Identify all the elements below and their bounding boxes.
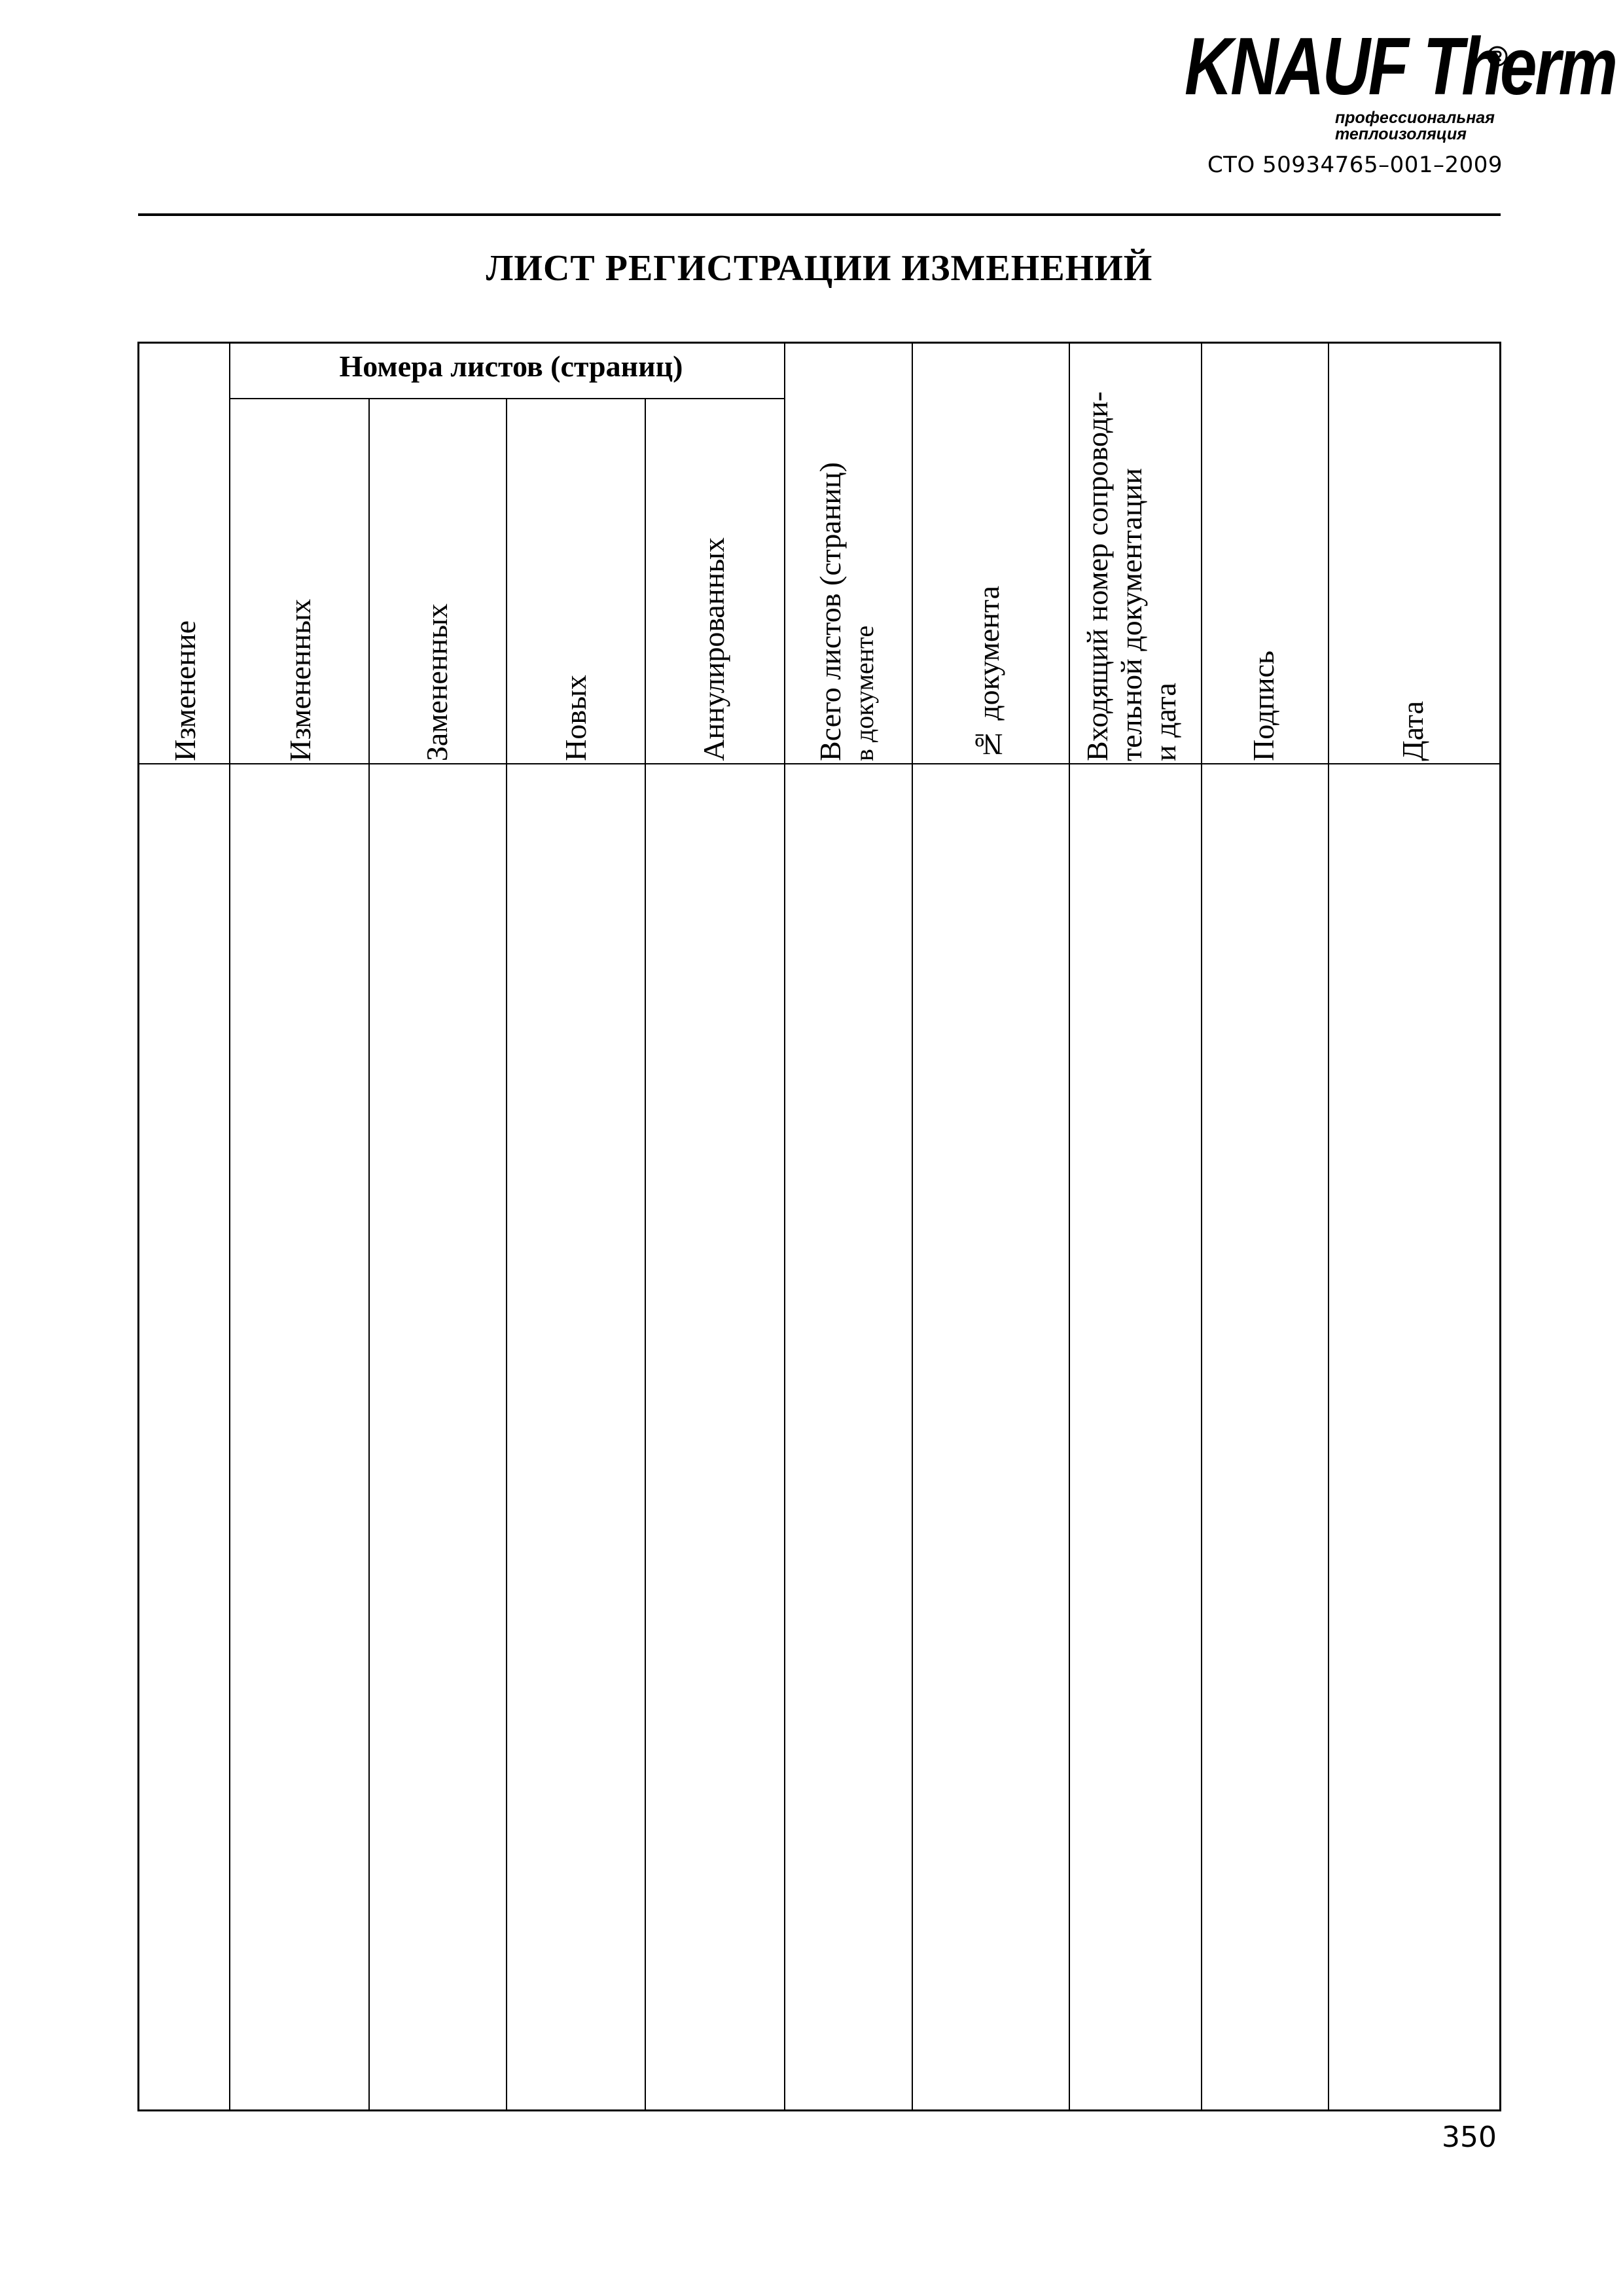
logo-wordmark: KNAUF Therm [1185, 22, 1616, 112]
document-code: СТО 50934765–001–2009 [1207, 152, 1503, 178]
column-header-text: Новых [559, 675, 592, 761]
column-header-text: в документе [849, 625, 879, 761]
registered-trademark-icon [1487, 46, 1508, 67]
header-body-divider [139, 763, 1499, 764]
column-header-replaced [420, 603, 454, 761]
logo-tagline: профессиональная теплоизоляция [1335, 109, 1495, 143]
page-number: 350 [1442, 2121, 1497, 2154]
column-header-doc-number [972, 586, 1006, 761]
column-divider [784, 344, 785, 2109]
column-header-text: Входящий номер сопроводи- [1080, 391, 1114, 761]
column-divider [645, 398, 646, 2109]
column-divider [1069, 344, 1070, 2109]
column-header-date [1396, 701, 1430, 761]
column-header-changed [283, 599, 317, 761]
column-header-new [559, 675, 593, 761]
column-header-text: Изменение [168, 620, 202, 761]
column-header-text: Подпись [1247, 651, 1280, 761]
column-header-text: Дата [1396, 701, 1429, 761]
page-title: ЛИСТ РЕГИСТРАЦИИ ИЗМЕНЕНИЙ [486, 248, 1153, 289]
column-header-text: тельной документации [1115, 468, 1148, 761]
column-divider [506, 398, 507, 2109]
column-divider [229, 344, 230, 2109]
column-header-text: Аннулированных [697, 537, 730, 761]
column-divider [912, 344, 913, 2109]
column-header-signature [1247, 651, 1281, 761]
column-header-text: № документа [972, 585, 1005, 761]
sheet-numbers-group-header: Номера листов (страниц) [339, 350, 683, 383]
group-header-divider [229, 398, 784, 399]
column-header-text: Измененных [283, 598, 317, 761]
column-header-text: Замененных [420, 603, 454, 761]
header-divider [138, 213, 1501, 216]
column-divider [1328, 344, 1329, 2109]
column-header-incoming-number [1080, 391, 1183, 761]
column-divider [1201, 344, 1202, 2109]
column-header-text: и дата [1149, 683, 1182, 761]
column-header-text: Всего листов (страниц) [813, 462, 847, 761]
column-header-change [168, 620, 202, 761]
column-header-annulled [697, 537, 731, 761]
change-registration-table [137, 342, 1501, 2111]
column-divider [368, 398, 370, 2109]
column-header-total-sheets [813, 462, 882, 761]
knauf-therm-logo [1185, 22, 1616, 144]
